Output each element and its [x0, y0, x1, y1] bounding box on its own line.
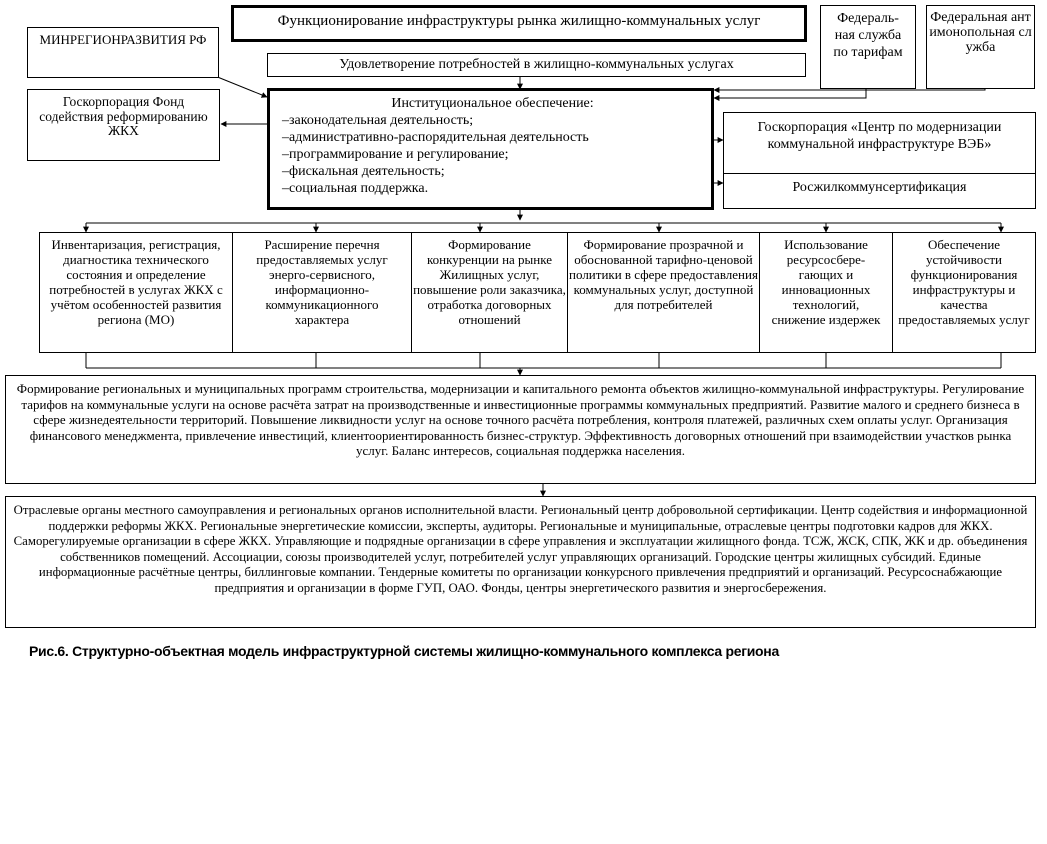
programs-text: Формирование региональных и муниципальных программ строительства, модернизации и капитального ремонта объектов жилищно-коммунальной инфраструктуры. Регулирование тарифов на коммунальные услуги на основе расчёта затрат на производственные и инвестиционные программы коммунальных предприятий. Развитие малого и среднего бизнеса в сфере жизнедеятельности территорий. Повышение ликвидности услуг на основе точного расчёта потребления, контроля платежей, различных схем оплаты услуг. Организация финансового менеджмента, привлечение инвестиций, клиентоориентированность бизнес-структур. Эффективность договорных отношений при взаимодействии участков рынка услуг. Баланс интересов, социальная поддержка населения. — [16, 381, 1025, 458]
direction-services — [232, 232, 412, 353]
institutional-item: –административно-распорядительная деятельность — [282, 130, 589, 145]
programs-box — [5, 375, 1036, 484]
direction-resource-saving — [759, 232, 893, 353]
main-function-title: Функционирование инфраструктуры рынка жилищно-коммунальных услуг — [277, 13, 761, 29]
direction-competition — [411, 232, 568, 353]
antimonopoly-label: Федеральная антимонопольная служба — [929, 10, 1032, 55]
certification-label: Росжилкоммунсертификация — [792, 180, 967, 195]
subjects-box — [5, 496, 1036, 628]
minregion-label: МИНРЕГИОНРАЗВИТИЯ РФ — [39, 32, 207, 47]
direction-text: Формирование прозрачной и обоснованной тарифно-ценовой политики в сфере предоставления коммунальных услуг, доступной для потребителей — [569, 237, 758, 312]
fund-label: Госкорпорация Фонд содействия реформированию ЖКХ — [39, 94, 208, 138]
direction-text: Формирование конкуренции на рынке Жилищных услуг, повышение роли заказчика, отработка договорных отношений — [413, 237, 566, 327]
main-function-box — [231, 5, 807, 42]
direction-text: Обеспечение устойчивости функционирования инфраструктуры и качества предоставляемых услуг — [898, 237, 1030, 327]
tariff-service-label: Федераль-ная служба по тарифам — [833, 11, 903, 60]
direction-text: Использование ресурсосбере-гающих и инновационных технологий, снижение издержек — [771, 237, 881, 327]
direction-sustainability — [892, 232, 1036, 353]
figure-caption: Рис.6. Структурно-объектная модель инфраструктурной системы жилищно-коммунального комплекса региона — [29, 643, 779, 659]
fund-box — [27, 89, 220, 161]
direction-inventory — [39, 232, 233, 353]
direction-text: Инвентаризация, регистрация, диагностика технического состояния и определение потребностей в услугах ЖКХ с учётом особенностей развития региона (МО) — [49, 237, 223, 327]
institutional-box — [267, 88, 714, 210]
needs-text: Удовлетворение потребностей в жилищно-коммунальных услугах — [339, 57, 734, 72]
needs-box — [267, 53, 806, 77]
institutional-item: –законодательная деятельность; — [282, 113, 474, 128]
veb-box — [723, 112, 1036, 174]
certification-box — [723, 173, 1036, 209]
institutional-item: –фискальная деятельность; — [282, 164, 445, 179]
direction-text: Расширение перечня предоставляемых услуг энерго-сервисного, информационно-коммуникационного характера — [256, 237, 388, 327]
institutional-item: –программирование и регулирование; — [282, 147, 509, 162]
veb-label: Госкорпорация «Центр по модернизации коммунальной инфраструктуре ВЭБ» — [757, 120, 1002, 152]
tariff-service-box — [820, 5, 916, 89]
institutional-heading: Институциональное обеспечение: — [391, 96, 594, 111]
direction-tariff-policy — [567, 232, 760, 353]
institutional-item: –социальная поддержка. — [282, 181, 429, 196]
minregion-box — [27, 27, 219, 78]
subjects-text: Отраслевые органы местного самоуправления и региональных органов исполнительной власти. Региональный центр добровольной сертификации. Центр содействия и информационной поддержки реформы ЖКХ. Региональные энергетические комиссии, эксперты, аудиторы. Региональные и муниципальные, отраслевые центры подготовки кадров для ЖКХ. Саморегулируемые организации в сфере ЖКХ. Управляющие и подрядные организации в сфере управления и эксплуатации жилищного фонда. ТСЖ, ЖСК, СПК, ЖК и др. объединения собственников помещений. Ассоциации, союзы производителей услуг, потребителей услуг управляющих организаций. Городские центры жилищных субсидий. Единые информационные расчётные центры, биллинговые компании. Тендерные комитеты по организации конкурсного привлечения предприятий и организаций. Ресурсоснабжающие предприятия и организации в форме ГУП, ОАО. Фонды, центры энергетического развития и энергосбережения. — [13, 503, 1028, 595]
antimonopoly-box — [926, 5, 1035, 89]
